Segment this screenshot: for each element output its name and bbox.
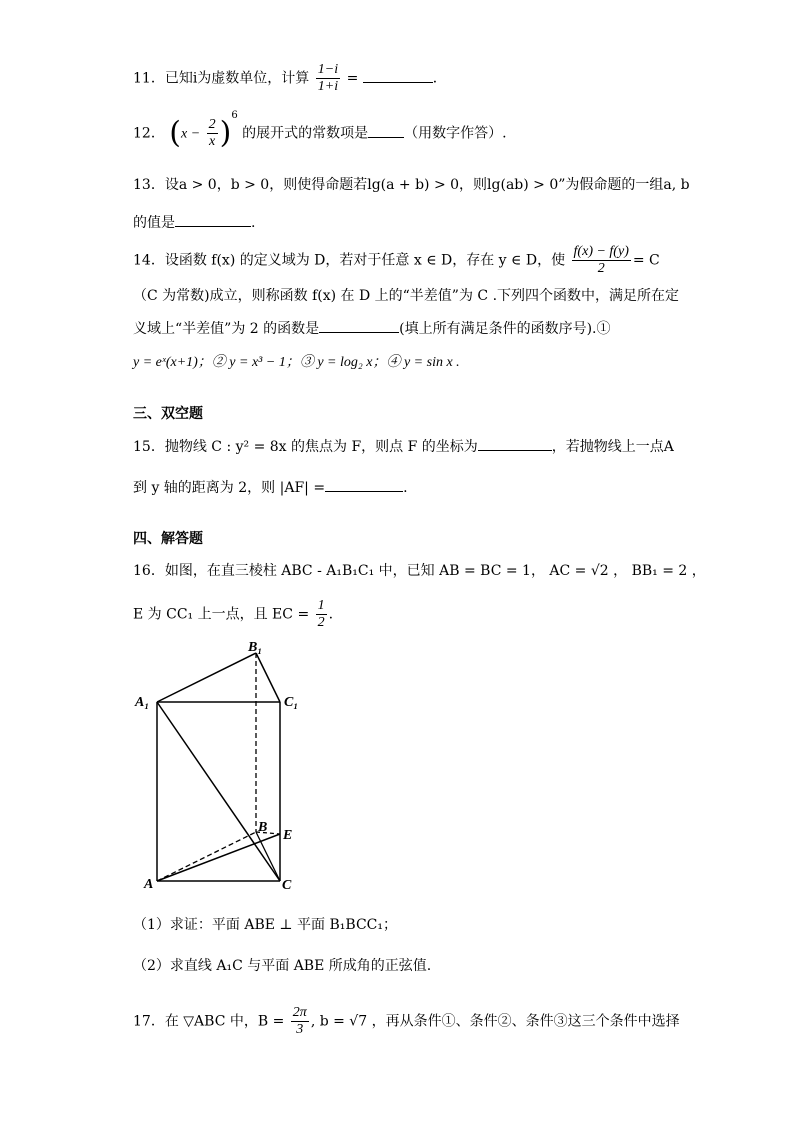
segment-a1-c xyxy=(157,702,280,881)
question-13 xyxy=(133,175,690,195)
q14-line3a: 义域上“半差值”为 2 的函数是 xyxy=(133,321,320,337)
q16-sub2: （2）求直线 A₁C 与平面 ABE 所成角的正弦值. xyxy=(133,958,432,974)
q16-line2a: E 为 CC₁ 上一点，且 EC = xyxy=(133,606,310,623)
label-c: C xyxy=(282,878,292,893)
segment-a-e xyxy=(157,834,280,881)
q16-frac-den: 2 xyxy=(317,615,325,630)
q16-sub1: （1）求证：平面 ABE ⊥ 平面 B₁BCC₁； xyxy=(133,917,397,933)
question-11 xyxy=(133,62,447,95)
q12-paren: （用数字作答）. xyxy=(404,125,507,142)
q16-line1: 如图，在直三棱柱 ABC - A₁B₁C₁ 中，已知 AB = BC = 1， AC = √2 ， BB₁ = 2 ， xyxy=(164,563,706,579)
q12-expr: x − xyxy=(181,126,201,142)
question-14 xyxy=(133,244,660,277)
q15-number: 15． xyxy=(133,439,165,455)
q17-frac-num: 2π xyxy=(292,1005,307,1020)
section-4-heading: 四、解答题 xyxy=(133,531,203,547)
question-14-line3 xyxy=(133,318,611,339)
section-3-heading: 三、双空题 xyxy=(133,406,203,422)
q13-line1: 设a > 0，b > 0，则使得命题若lg(a + b) > 0，则lg(ab) > 0”为假命题的一组a, b xyxy=(164,177,690,193)
q15-answer-blank-2[interactable] xyxy=(325,477,403,492)
q15-end: . xyxy=(403,480,408,496)
question-13-cont xyxy=(133,212,255,233)
q12-number: 12． xyxy=(133,125,165,142)
q14-answer-blank[interactable] xyxy=(319,318,399,333)
q11-eq: = xyxy=(346,70,359,87)
q14-frac-num: f(x) − f(y) xyxy=(573,244,629,259)
q12-text: 的展开式的常数项是 xyxy=(242,125,369,142)
edge-b1-c1 xyxy=(256,653,280,702)
question-16-part-2 xyxy=(133,956,431,976)
q12-frac-num: 2 xyxy=(208,117,216,132)
q11-frac-den: 1+i xyxy=(317,79,339,94)
q11-end: ． xyxy=(432,70,447,87)
question-16 xyxy=(133,561,706,581)
q11-fraction xyxy=(316,62,340,95)
edge-a1-b1 xyxy=(157,653,256,702)
q14-line1b: = C xyxy=(632,252,660,269)
q16-frac-num: 1 xyxy=(317,598,325,613)
q11-text: 已知i为虚数单位，计算 xyxy=(164,70,310,87)
q12-fraction xyxy=(207,117,218,150)
q17-frac-den: 3 xyxy=(296,1022,304,1037)
q17-line1a: 在 ▽ABC 中，B = xyxy=(164,1013,285,1030)
q14-number: 14． xyxy=(133,252,165,269)
q14-line3b: (填上所有满足条件的函数序号).① xyxy=(399,321,611,337)
edge-a-b xyxy=(157,832,256,881)
q13-number: 13． xyxy=(133,177,165,193)
q16-number: 16． xyxy=(133,563,165,579)
prism-figure xyxy=(133,636,313,898)
question-14-line2 xyxy=(133,286,679,306)
q12-frac-den: x xyxy=(209,134,216,149)
q12-power: 6 xyxy=(231,109,238,121)
q13-line2: 的值是 xyxy=(133,215,175,231)
q14-line4: y = eˣ(x+1)；② y = x³ − 1；③ y = log₂ x；④ y = sin x . xyxy=(133,355,460,370)
q13-answer-blank[interactable] xyxy=(175,212,251,227)
label-b: B xyxy=(258,820,268,835)
label-a1: A₁ xyxy=(135,695,150,710)
q17-fraction xyxy=(291,1005,309,1038)
q15-line1a: 抛物线 C : y² = 8x 的焦点为 F，则点 F 的坐标为 xyxy=(164,439,478,455)
q14-frac-den: 2 xyxy=(597,261,605,276)
q14-line2: （C 为常数)成立，则称函数 f(x) 在 D 上的“半差值”为 C .下列四个函数中，满足所在定 xyxy=(133,288,680,304)
q15-answer-blank-1[interactable] xyxy=(478,436,552,451)
q11-number: 11． xyxy=(133,70,165,87)
label-c1: C₁ xyxy=(284,695,299,710)
question-12: 12． (x − $\frac{2}{x}$ )$^6$ 的展开式的常数项是 （用数字作答）. xyxy=(133,109,507,151)
q16-fraction xyxy=(316,598,327,631)
q14-line1a: 设函数 f(x) 的定义域为 D，若对于任意 x ∈ D，存在 y ∈ D，使 xyxy=(164,252,566,269)
q15-line1b: ，若抛物线上一点A xyxy=(551,439,674,455)
question-16-cont xyxy=(133,598,333,631)
q11-frac-num: 1−i xyxy=(317,62,339,77)
question-17 xyxy=(133,1005,680,1038)
question-15 xyxy=(133,436,674,457)
label-e: E xyxy=(283,828,293,843)
q15-line2a: 到 y 轴的距离为 2，则 |AF| = xyxy=(133,480,326,496)
q16-end: . xyxy=(328,606,334,623)
q17-number: 17． xyxy=(133,1013,165,1030)
label-a: A xyxy=(144,877,154,892)
question-16-part-1 xyxy=(133,915,397,935)
q11-answer-blank[interactable] xyxy=(363,68,433,83)
question-15-cont xyxy=(133,477,408,498)
q12-answer-blank[interactable] xyxy=(368,123,404,138)
q13-end: . xyxy=(251,215,256,231)
label-b1: B₁ xyxy=(248,640,263,655)
q14-fraction xyxy=(572,244,631,277)
q17-line1b: , b = √7 ，再从条件①、条件②、条件③这三个条件中选择 xyxy=(310,1013,680,1030)
question-14-line4 xyxy=(133,352,460,373)
